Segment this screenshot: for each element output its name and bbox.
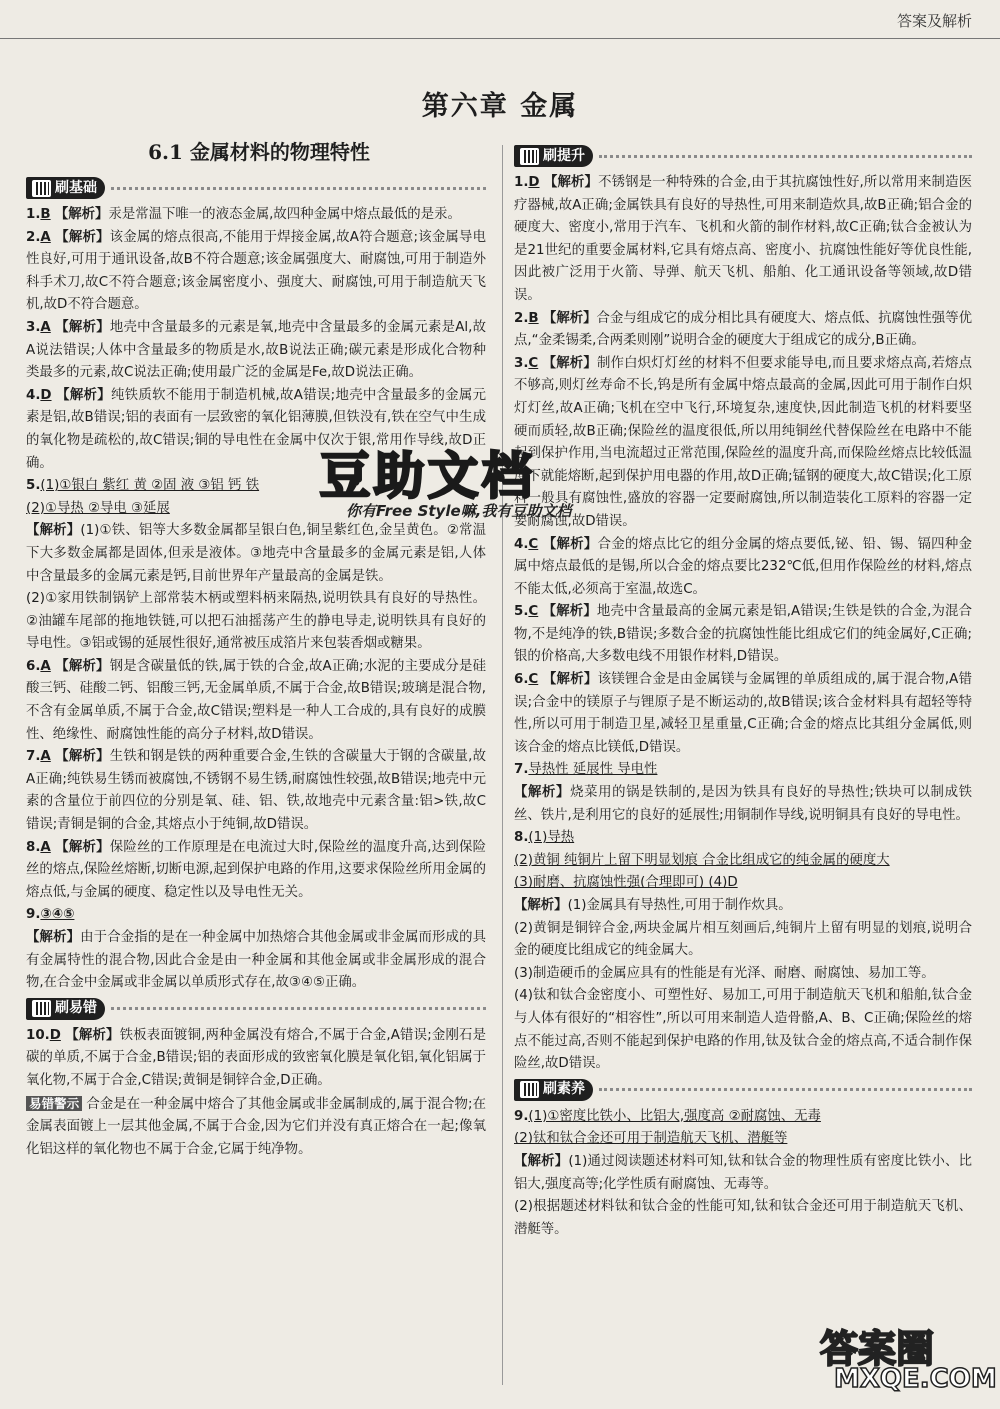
item-number: 1. — [514, 175, 529, 190]
answer-item — [26, 837, 486, 905]
logo-domain: MXQE.COM — [834, 1364, 997, 1394]
badge-label: 刷基础 — [55, 179, 97, 196]
badge-literacy — [514, 1079, 593, 1101]
item-number: 10. — [26, 1027, 50, 1043]
item-answer: (2)钛和钛合金还可用于制造航天飞机、潜艇等 — [514, 1131, 788, 1147]
section-title: 6.1 金属材料的物理特性 — [148, 140, 370, 164]
analysis-tag: 【解析】 — [543, 175, 599, 190]
chapter-title: 第六章 金属 — [421, 91, 579, 122]
item-text: 钢是含碳量低的铁,属于铁的合金,故A正确;水泥的主要成分是硅酸三钙、硅酸二钙、铝酸三钙,无金属单质,不属于合金,故B错误;玻璃是混合物,不含有金属单质,不属于合金,故C错误;塑料是一种人工合成的,具有良好的成膜性、绝缘性、耐腐蚀性能的高分子材料,故D错误。 — [26, 658, 487, 742]
item-answer: 导热性 延展性 导电性 — [528, 762, 658, 778]
answer-item — [26, 1025, 486, 1093]
answer-item — [26, 227, 486, 317]
answer-item-9 — [26, 904, 486, 994]
item-answer: A — [40, 319, 51, 335]
warning-tag: 易错警示 — [26, 1096, 82, 1111]
item-answer: ③④⑤ — [40, 907, 75, 923]
item-number: 7. — [26, 749, 41, 765]
site-logo — [820, 1318, 997, 1398]
dotted-rule — [599, 1088, 972, 1091]
header-rule — [0, 38, 1000, 39]
brush-icon — [520, 148, 539, 165]
item-number: 2. — [514, 310, 529, 326]
item-number: 4. — [514, 536, 529, 552]
item-number: 8. — [514, 830, 529, 846]
item-number: 4. — [26, 387, 41, 403]
item-text: 该镁锂合金是由金属镁与金属锂的单质组成的,属于混合物,A错误;合金中的镁原子与锂原子是不断运动的,故B错误;该合金材料具有超轻等特性,所以可用于制造卫星,减轻卫星重量,C正确;合金的熔点比其组分金属低,则该合金的熔点比镁低,D错误。 — [514, 672, 972, 755]
dotted-rule — [111, 1007, 486, 1010]
item-text: 合金与组成它的成分相比具有硬度大、熔点低、抗腐蚀性强等优点,“金柔锡柔,合两柔则刚”说明合金的硬度大于组成它的成分,B正确。 — [514, 310, 972, 349]
analysis-tag: 【解析】 — [26, 930, 81, 945]
item-text: 地壳中含量最高的金属元素是铝,A错误;生铁是铁的合金,为混合物,不是纯净的铁,B错误;多数合金的抗腐蚀性能比组成它们的纯金属好,C正确;银的价格高,大多数电线不用银作材料,D错误。 — [514, 604, 973, 665]
answer-item — [26, 385, 486, 475]
analysis-tag: 【解析】 — [542, 310, 597, 326]
item-text: 汞是常温下唯一的液态金属,故四种金属中熔点最低的是汞。 — [108, 207, 461, 222]
analysis-tag: 【解析】 — [55, 229, 110, 245]
item-answer: B — [528, 310, 539, 326]
item-text: (1)通过阅读题述材料可知,钛和钛合金的物理性质有密度比铁小、比铝大,强度高等;化学性质有耐腐蚀、无毒等。 — [514, 1153, 972, 1192]
item-number: 5. — [26, 478, 41, 494]
item-text: (2)①家用铁制锅铲上部常装木柄或塑料柄来隔热,说明铁具有良好的导热性。②油罐车尾部的拖地铁链,可以把石油摇荡产生的静电导走,说明铁具有良好的导电性。③铝或锡的延展性很好,通常被压成箔片来包装香烟或糖果。 — [26, 591, 486, 652]
section-header-mistakes — [26, 997, 486, 1021]
item-number: 1. — [26, 207, 41, 222]
item-text: (2)黄铜是铜锌合金,两块金属片相互刻画后,纯铜片上留有明显的划痕,说明合金的硬度比组成它的纯金属大。 — [514, 920, 972, 959]
item-answer: D — [49, 1027, 61, 1043]
item-text: 合金的熔点比它的组分金属的熔点要低,铋、铅、锡、镉四种金属中熔点最低的是锡,所以合金的熔点要比232℃低,但用作保险丝的材料,熔点不能太低,必须高于室温,故选C。 — [514, 536, 972, 597]
dotted-rule — [111, 187, 486, 190]
item-text: (3)制造硬币的金属应具有的性能是有光泽、耐磨、耐腐蚀、易加工等。 — [514, 965, 935, 981]
item-answer: (1)①银白 紫红 黄 ②固 液 ③铝 钙 铁 — [40, 478, 260, 494]
section-header-advance — [514, 144, 972, 168]
badge-mistakes — [26, 998, 105, 1020]
analysis-tag: 【解析】 — [542, 536, 598, 552]
answer-item — [514, 172, 972, 308]
item-answer: A — [40, 658, 51, 674]
item-text: (4)钛和钛合金密度小、可塑性好、易加工,可用于制造航天飞机和船舶,钛合金与人体有很好的“相容性”,所以可用来制造人造骨骼,A、B、C正确;保险丝的熔点不能过高,否则不能起到保护电路的作用,钛及钛合金的熔点高,不适合制作保险丝,故D错误。 — [514, 988, 972, 1072]
item-text: 烧菜用的锅是铁制的,是因为铁具有良好的导热性;铁块可以制成铁丝、铁片,是利用它的良好的延展性;用铜制作导线,说明铜具有良好的导电性。 — [514, 785, 972, 823]
answer-item — [514, 353, 972, 534]
item-answer: D — [40, 387, 52, 403]
item-text: 保险丝的工作原理是在电流过大时,保险丝的温度升高,达到保险丝的熔点,保险丝熔断,切断电源,起到保护电路的作用,这要求保险丝所用金属的熔点低,与金属的硬度、稳定性以及导电性无关。 — [26, 839, 486, 900]
item-number: 9. — [26, 907, 41, 923]
section-header-literacy — [514, 1078, 972, 1102]
item-number: 7. — [514, 762, 529, 778]
column-divider — [502, 145, 503, 1385]
item-text: 该金属的熔点很高,不能用于焊接金属,故A符合题意;该金属导电性良好,可用于通讯设备,故B不符合题意;该金属强度大、耐腐蚀,可用于制造外科手术刀,故C不符合题意;该金属密度小、强度大、耐腐蚀,可用于制造航天飞机,故D不符合题意。 — [26, 229, 487, 313]
analysis-tag: 【解析】 — [26, 523, 81, 539]
brush-icon — [520, 1081, 539, 1098]
answer-item — [514, 669, 972, 759]
item-number: 6. — [26, 658, 41, 674]
item-answer: (1)导热 — [528, 830, 575, 846]
error-warning — [26, 1093, 486, 1162]
answer-item-5 — [26, 475, 486, 656]
analysis-tag: 【解析】 — [65, 1027, 120, 1043]
item-number: 6. — [514, 672, 529, 688]
item-number: 5. — [514, 604, 529, 620]
answer-item-9 — [514, 1106, 972, 1242]
item-answer: (1)①密度比铁小、比铝大,强度高 ②耐腐蚀、无毒 — [528, 1108, 821, 1124]
item-text: 纯铁质软不能用于制造机械,故A错误;地壳中含量最多的金属元素是铝,故B错误;铝的表面有一层致密的氧化铝薄膜,但铁没有,铁在空气中生成的氧化物是疏松的,故C错误;铜的导电性在金属中仅次于银,常用作导线,故D正确。 — [26, 387, 486, 471]
brush-icon — [32, 1000, 51, 1017]
item-number: 3. — [26, 319, 41, 335]
answer-item — [26, 317, 486, 385]
section-header-basic — [26, 176, 486, 200]
item-answer: (2)黄铜 纯铜片上留下明显划痕 合金比组成它的纯金属的硬度大 — [514, 852, 890, 868]
badge-label: 刷素养 — [543, 1081, 585, 1098]
item-answer: A — [40, 749, 51, 765]
item-text: 生铁和钢是铁的两种重要合金,生铁的含碳量大于钢的含碳量,故A正确;纯铁易生锈而被腐蚀,不锈钢不易生锈,耐腐蚀性较强,故B错误;地壳中元素的含量位于前四位的分别是氧、硅、铝、铁,故地壳中元素含量:铝>铁,故C错误;青铜是铜的合金,其熔点小于纯铜,故D错误。 — [26, 749, 486, 833]
item-number: 2. — [26, 229, 41, 245]
item-text: 由于合金指的是在一种金属中加热熔合其他金属或非金属而形成的具有金属特性的混合物,因此合金是由一种金属和其他金属或非金属形成的混合物,在合金中金属或非金属以单质形式存在,故③④⑤正确。 — [26, 930, 487, 991]
page-header — [0, 0, 1000, 44]
answer-item — [514, 601, 972, 669]
item-text: 铁板表面镀铜,两种金属没有熔合,不属于合金,A错误;金刚石是碳的单质,不属于合金,B错误;铝的表面形成的致密氧化膜是氧化铝,氧化铝属于氧化物,不属于合金,C错误;黄铜是铜锌合金,D正确。 — [26, 1027, 487, 1088]
answer-item — [26, 204, 486, 227]
analysis-tag: 【解析】 — [55, 839, 110, 855]
item-answer: C — [528, 355, 539, 371]
watermark-logo: 豆助文档 — [320, 446, 536, 505]
header-label: 答案及解析 — [896, 12, 972, 30]
item-answer: C — [528, 604, 539, 620]
answer-item-8 — [514, 827, 972, 1076]
left-column — [26, 174, 486, 1161]
answer-item-7 — [514, 759, 972, 827]
item-text: (1)①铁、铝等大多数金属都呈银白色,铜呈紫红色,金呈黄色。②常温下大多数金属都是固体,但汞是液体。③地壳中含量最多的金属元素是铝,人体中含量最多的金属元素是钙,目前世界年产量最高的金属是铁。 — [26, 523, 487, 584]
analysis-tag: 【解析】 — [542, 672, 598, 688]
answer-item — [26, 656, 486, 746]
analysis-tag: 【解析】 — [542, 355, 597, 371]
analysis-tag: 【解析】 — [55, 749, 110, 765]
item-text: 制作白炽灯灯丝的材料不但要求能导电,而且要求熔点高,若熔点不够高,则灯丝寿命不长,钨是所有金属中熔点最高的金属,因此可用于制作白炽灯灯丝,故A正确;飞机在空中飞行,环境复杂,速度快,因此制造飞机的材料要坚硬而质轻,故B正确;保险丝的温度很低,所以用纯铜丝代替保险丝在电路中不能起到保护作用,当电流超过正常范围,保险丝的温度升高,而保险丝熔点比较低温度下就能熔断,起到保护用电器的作用,故D正确;锰钢的硬度大,故C错误;化工原料一般具有腐蚀性,盛放的容器一定要耐腐蚀,所以制造装化工原料的容器一定要耐腐蚀,故D错误。 — [514, 355, 972, 529]
badge-advance — [514, 145, 593, 167]
item-text: 地壳中含量最多的元素是氧,地壳中含量最多的金属元素是Al,故A说法错误;人体中含量最多的物质是水,故B说法正确;碳元素是形成化合物种类最多的元素,故C说法正确;使用最广泛的金属是Fe,故D说法正确。 — [26, 319, 486, 381]
item-number: 8. — [26, 839, 41, 855]
analysis-tag: 【解析】 — [542, 604, 597, 620]
badge-label: 刷易错 — [55, 1000, 97, 1017]
answer-item — [514, 534, 972, 602]
item-answer: A — [40, 839, 51, 855]
analysis-tag: 【解析】 — [514, 898, 568, 913]
analysis-tag: 【解析】 — [54, 207, 109, 222]
analysis-tag: 【解析】 — [56, 387, 111, 403]
badge-basic — [26, 177, 105, 199]
analysis-tag: 【解析】 — [55, 319, 110, 335]
item-number: 3. — [514, 355, 529, 371]
item-answer: D — [528, 175, 540, 190]
item-answer: (3)耐磨、抗腐蚀性强(合理即可) (4)D — [514, 875, 738, 891]
watermark-slogan: 你有Free Style嘛,我有豆助文档 — [346, 502, 572, 520]
item-number: 9. — [514, 1108, 529, 1124]
item-text: 不锈钢是一种特殊的合金,由于其抗腐蚀性好,所以常用来制造医疗器械,故A正确;金属铁具有良好的导热性,可用来制造炊具,故B正确;铝合金的硬度大、密度小,常用于汽车、飞机和火箭的制作材料,故C正确;钛合金被认为是21世纪的重要金属材料,它具有熔点高、密度小、抗腐蚀性能好等优良性能,因此被广泛用于火箭、导弹、航天飞机、船舶、化工通讯设备等领域,故D错误。 — [514, 175, 973, 303]
item-answer: A — [40, 229, 51, 245]
item-answer: C — [528, 672, 539, 688]
item-answer: C — [528, 536, 539, 552]
item-text: 合金是在一种金属中熔合了其他金属或非金属制成的,属于混合物;在金属表面镀上一层其他金属,不属于合金,因为它们并没有真正熔合在一起;像氧化铝这样的氧化物也不属于合金,它属于纯净物。 — [26, 1096, 486, 1157]
logo-text: 答案圈 — [820, 1327, 935, 1371]
item-answer: B — [40, 207, 51, 222]
brush-icon — [32, 180, 51, 197]
item-text: (1)金属具有导热性,可用于制作炊具。 — [567, 898, 792, 913]
dotted-rule — [599, 155, 972, 158]
item-answer: (2)①导热 ②导电 ③延展 — [26, 500, 170, 516]
answer-item — [26, 746, 486, 836]
analysis-tag: 【解析】 — [514, 785, 571, 801]
answer-item — [514, 308, 972, 353]
item-text: (2)根据题述材料钛和钛合金的性能可知,钛和钛合金还可用于制造航天飞机、潜艇等。 — [514, 1199, 972, 1237]
analysis-tag: 【解析】 — [55, 658, 110, 674]
badge-label: 刷提升 — [543, 147, 585, 164]
analysis-tag: 【解析】 — [514, 1153, 569, 1169]
right-column — [514, 142, 972, 1241]
